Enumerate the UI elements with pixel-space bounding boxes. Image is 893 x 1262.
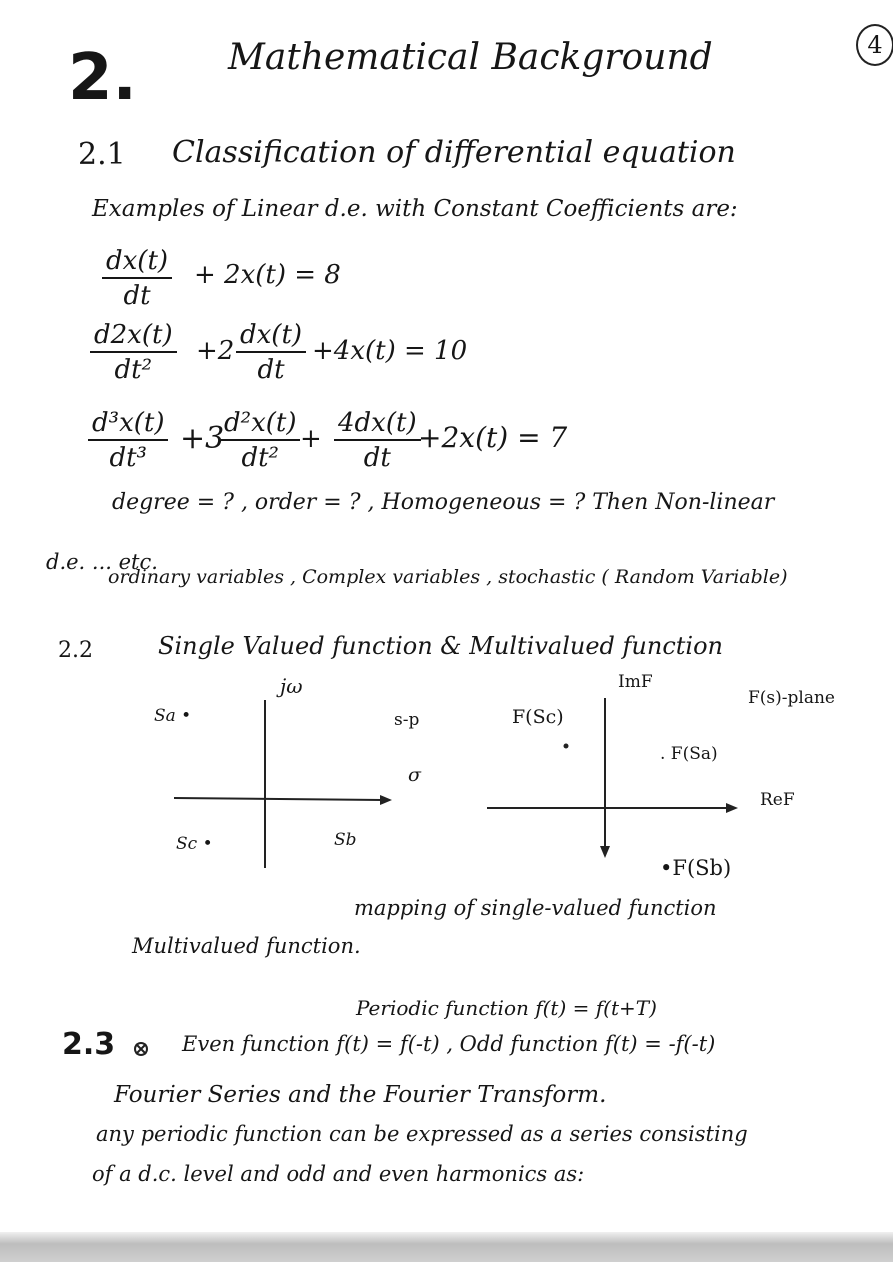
eq3-plus3: +3	[180, 421, 225, 456]
bullet-icon	[132, 1040, 150, 1058]
fsb-label: •F(Sb)	[660, 856, 732, 880]
fsa-label: . F(Sa)	[660, 744, 718, 764]
section-2-3-number: 2.3	[62, 1027, 116, 1062]
eq3-term3: $\frac{4dx(t)}{dt}$	[334, 410, 421, 471]
sc-label: Sc •	[176, 834, 213, 854]
eq1-denominator: dt	[123, 281, 151, 311]
fourier-title: Fourier Series and the Fourier Transform.	[114, 1082, 607, 1108]
sb-label: Sb	[334, 830, 357, 850]
fourier-line-2: of a d.c. level and odd and even harmonics as:	[92, 1162, 585, 1186]
eq1-numerator: dx(t)	[102, 248, 172, 279]
chapter-number: 2.	[68, 41, 137, 115]
eq3-term2: $\frac{\text{d²x(t)}}{\text{dt²}}$	[220, 410, 300, 471]
sa-label: Sa •	[154, 706, 192, 726]
eq3-rest: +2x(t) = 7	[418, 421, 568, 454]
sigma-label: σ	[408, 764, 421, 786]
eq1-rest: + 2x(t) = 8	[194, 260, 341, 290]
chapter-title: Mathematical Background	[228, 37, 713, 78]
page-number: 4	[856, 24, 893, 66]
imf-label: ImF	[618, 672, 653, 692]
ref-label: ReF	[760, 790, 795, 810]
variables-line: ordinary variables , Complex variables , stochastic ( Random Variable)	[108, 566, 788, 588]
eq2-plus2: +2	[196, 336, 235, 366]
section-2-1-title: Classification of differential equation	[172, 135, 736, 170]
degree-order-line: degree = ? , order = ? , Homogeneous = ? Then Non-linear	[112, 490, 775, 515]
eq2-term2: $\frac{dx(t)}{dt}$	[236, 322, 306, 383]
linear-de-intro: Examples of Linear d.e. with Constant Coefficients are:	[92, 196, 738, 222]
f-plane-label: F(s)-plane	[748, 688, 835, 708]
mapping-caption: mapping of single-valued function	[354, 896, 717, 920]
eq3-term1: $\frac{\text{d³x(t)}}{\text{dt³}}$	[88, 410, 168, 471]
s-plane-horizontal-axis	[174, 798, 384, 800]
multivalued-caption: Multivalued function.	[132, 934, 361, 958]
even-odd-function-line: Even function f(t) = f(-t) , Odd function f(t) = -f(-t)	[182, 1032, 716, 1056]
periodic-function-line: Periodic function f(t) = f(t+T)	[356, 996, 657, 1020]
sp-label: s-p	[394, 710, 420, 730]
de-etc: d.e. ... etc.	[46, 550, 158, 574]
eq3-plus: +	[300, 424, 322, 454]
f-plane-down-arrow	[600, 846, 610, 858]
section-2-2-title: Single Valued function & Multivalued function	[158, 632, 723, 660]
f-plane-fsc-dot	[564, 744, 569, 749]
eq2-rest: +4x(t) = 10	[312, 336, 468, 366]
scan-bottom-edge	[0, 1232, 893, 1262]
f-plane-right-arrow	[726, 803, 738, 813]
section-2-1-number: 2.1	[78, 137, 126, 172]
eq2-term1: $\frac{d2x(t)}{\text{dt²}}$	[90, 322, 177, 383]
jw-label: jω	[280, 674, 303, 698]
fourier-line-1: any periodic function can be expressed as a series consisting	[96, 1122, 748, 1146]
fsc-label: F(Sc)	[512, 706, 564, 728]
s-plane-arrow	[380, 795, 392, 805]
section-2-2-number: 2.2	[58, 638, 93, 663]
